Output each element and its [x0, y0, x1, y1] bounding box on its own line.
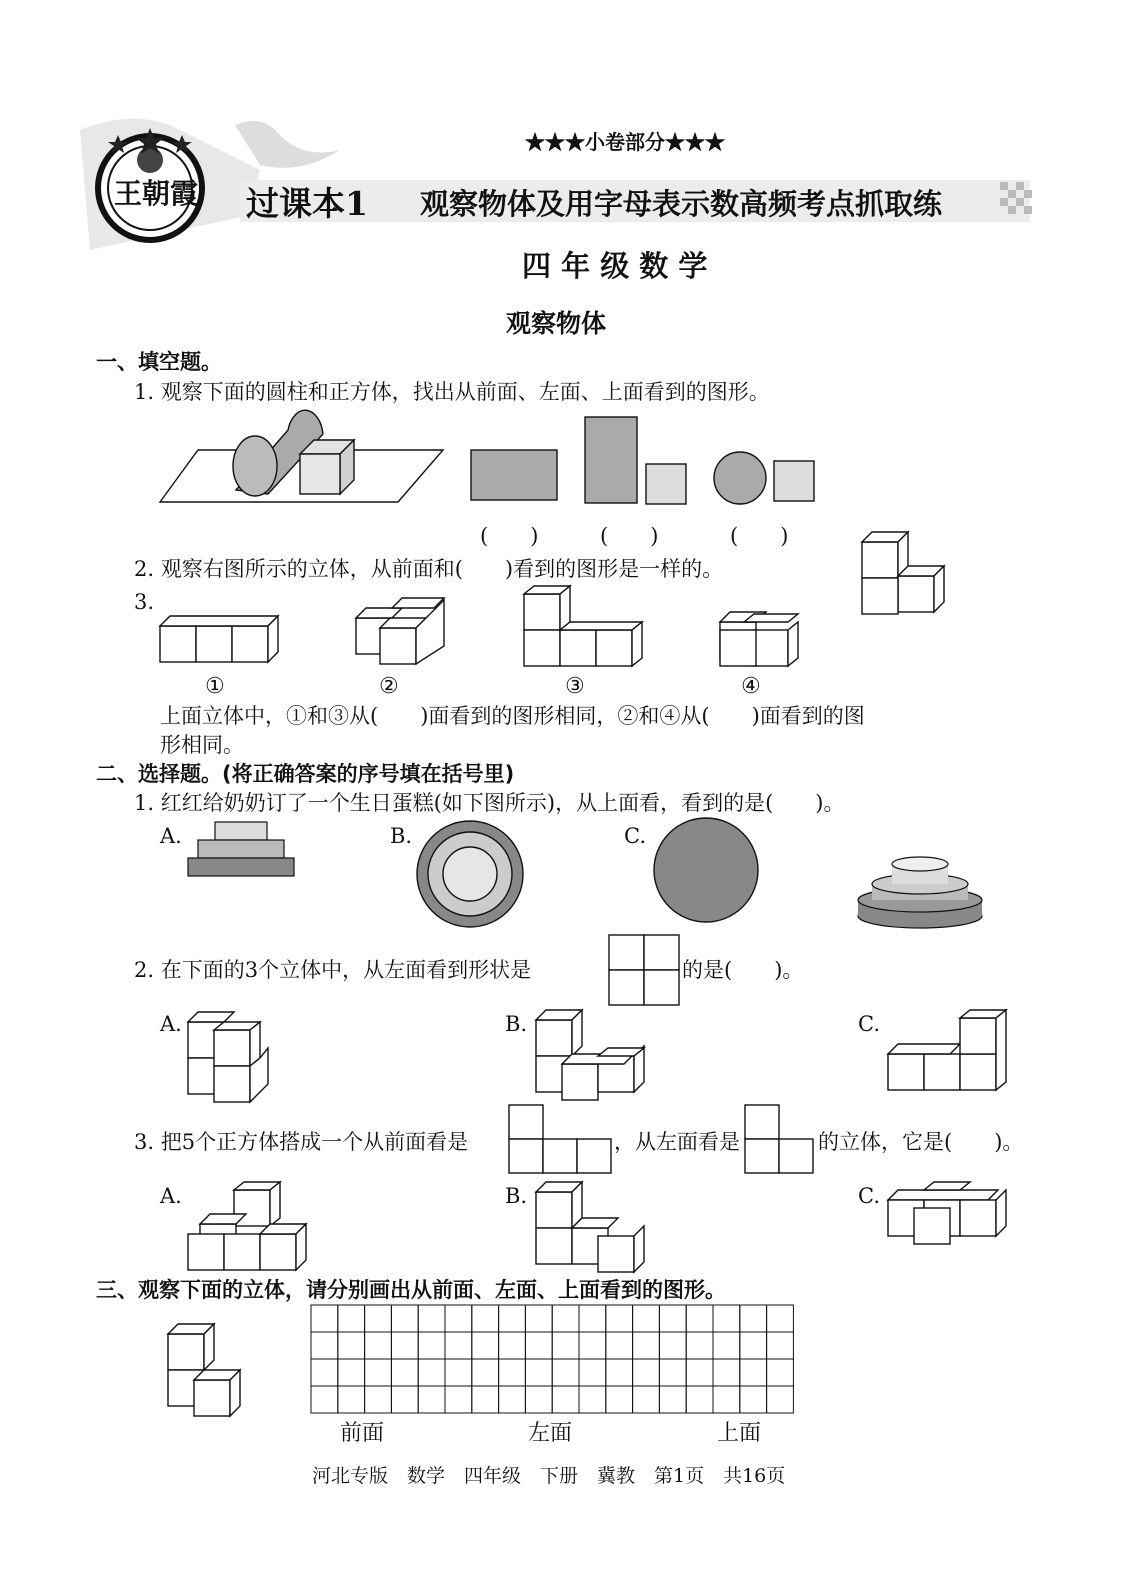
- grid-cell[interactable]: [365, 1305, 392, 1332]
- grid-cell[interactable]: [338, 1332, 365, 1359]
- grid-cell[interactable]: [713, 1386, 740, 1413]
- q2-1-opt-c[interactable]: C.: [624, 824, 646, 848]
- grid-cell[interactable]: [525, 1305, 552, 1332]
- q1-1-blank-1[interactable]: ( ): [480, 524, 539, 548]
- q2-3-text-b: ，从左面看是: [614, 1130, 740, 1154]
- grid-cell[interactable]: [391, 1386, 418, 1413]
- q3-figure: [166, 1322, 256, 1422]
- q2-2-text-a: 2. 在下面的3个立体中，从左面看到形状是: [134, 958, 532, 982]
- grid-cell[interactable]: [499, 1386, 526, 1413]
- part3-heading: 三、观察下面的立体，请分别画出从前面、左面、上面看到的图形。: [96, 1278, 726, 1302]
- grid-cell[interactable]: [659, 1305, 686, 1332]
- grid-cell[interactable]: [686, 1359, 713, 1386]
- grid-cell[interactable]: [391, 1305, 418, 1332]
- grid-cell[interactable]: [311, 1359, 338, 1386]
- q2-1-opt-b[interactable]: B.: [390, 824, 413, 848]
- q1-3-label-3: ③: [565, 674, 585, 699]
- series-label: ★★★小卷部分★★★: [525, 130, 725, 154]
- grid-cell[interactable]: [552, 1359, 579, 1386]
- grid-cell[interactable]: [365, 1359, 392, 1386]
- grid-cell[interactable]: [499, 1359, 526, 1386]
- grid-cell[interactable]: [391, 1359, 418, 1386]
- logo-text: 王朝霞: [114, 177, 199, 210]
- q2-3-text-a: 3. 把5个正方体搭成一个从前面看是: [134, 1130, 469, 1154]
- grid-cell[interactable]: [338, 1305, 365, 1332]
- grid-cell[interactable]: [767, 1386, 794, 1413]
- grid-cell[interactable]: [659, 1359, 686, 1386]
- grid-cell[interactable]: [552, 1305, 579, 1332]
- grid-cell[interactable]: [499, 1305, 526, 1332]
- grid-cell[interactable]: [633, 1305, 660, 1332]
- q1-3-line2: 形相同。: [160, 733, 244, 757]
- q1-3-label-2: ②: [379, 674, 399, 699]
- grid-cell[interactable]: [445, 1305, 472, 1332]
- grid-cell[interactable]: [713, 1359, 740, 1386]
- grid-cell[interactable]: [579, 1386, 606, 1413]
- grid-cell[interactable]: [445, 1386, 472, 1413]
- grid-cell[interactable]: [499, 1332, 526, 1359]
- grid-cell[interactable]: [472, 1359, 499, 1386]
- drawing-grid[interactable]: [310, 1304, 794, 1414]
- grid-cell[interactable]: [418, 1332, 445, 1359]
- grid-cell[interactable]: [767, 1332, 794, 1359]
- q1-1-text: 1. 观察下面的圆柱和正方体，找出从前面、左面、上面看到的图形。: [134, 380, 770, 404]
- grid-cell[interactable]: [686, 1332, 713, 1359]
- q1-2-text: 2. 观察右图所示的立体，从前面和( )看到的图形是一样的。: [134, 557, 724, 581]
- grid-cell[interactable]: [525, 1386, 552, 1413]
- q2-3-opt-c[interactable]: C.: [858, 1184, 880, 1208]
- grid-cell[interactable]: [472, 1332, 499, 1359]
- grid-cell[interactable]: [552, 1386, 579, 1413]
- q2-3-left-view-icon: [744, 1104, 816, 1176]
- grid-cell[interactable]: [606, 1359, 633, 1386]
- q1-3-num: 3.: [134, 590, 155, 614]
- cylinder-cube-figure: [158, 410, 458, 520]
- grid-cell[interactable]: [713, 1305, 740, 1332]
- q1-3-line1: 上面立体中，①和③从( )面看到的图形相同，②和④从( )面看到的图: [160, 704, 865, 728]
- grid-cell[interactable]: [525, 1359, 552, 1386]
- page-title: 观察物体及用字母表示数高频考点抓取练: [420, 187, 943, 221]
- grid-cell[interactable]: [525, 1332, 552, 1359]
- grid-cell[interactable]: [365, 1332, 392, 1359]
- q2-3-text-c: 的立体，它是( )。: [818, 1130, 1024, 1154]
- grid-cell[interactable]: [659, 1332, 686, 1359]
- q2-2-opt-b[interactable]: B.: [505, 1012, 528, 1036]
- subject-title: 四 年 级 数 学: [522, 249, 708, 283]
- grid-cell[interactable]: [579, 1305, 606, 1332]
- grid-cell[interactable]: [391, 1332, 418, 1359]
- grid-cell[interactable]: [740, 1305, 767, 1332]
- grid-cell[interactable]: [740, 1332, 767, 1359]
- q2-1-opt-a[interactable]: A.: [160, 824, 182, 848]
- grid-cell[interactable]: [606, 1305, 633, 1332]
- q2-2-opt-a[interactable]: A.: [160, 1012, 182, 1036]
- q2-3-front-view-icon: [508, 1104, 614, 1176]
- grid-cell[interactable]: [633, 1359, 660, 1386]
- grid-cell[interactable]: [472, 1305, 499, 1332]
- grid-label-left: 左面: [528, 1421, 573, 1446]
- q2-3-figures: [186, 1178, 1026, 1278]
- grid-cell[interactable]: [311, 1332, 338, 1359]
- q2-2-figures: [186, 1008, 1026, 1108]
- q2-1-text: 1. 红红给奶奶订了一个生日蛋糕(如下图所示)，从上面看，看到的是( )。: [134, 791, 845, 815]
- part2-heading: 二、选择题。(将正确答案的序号填在括号里): [96, 762, 515, 786]
- grid-cell[interactable]: [418, 1386, 445, 1413]
- lesson-label: 过课本1: [246, 184, 368, 223]
- grid-cell[interactable]: [579, 1359, 606, 1386]
- grid-cell[interactable]: [606, 1332, 633, 1359]
- grid-cell[interactable]: [633, 1386, 660, 1413]
- grid-cell[interactable]: [365, 1386, 392, 1413]
- grid-cell[interactable]: [311, 1305, 338, 1332]
- grid-cell[interactable]: [418, 1359, 445, 1386]
- grid-cell[interactable]: [445, 1332, 472, 1359]
- q1-1-blank-3[interactable]: ( ): [730, 524, 789, 548]
- grid-cell[interactable]: [740, 1359, 767, 1386]
- grid-cell[interactable]: [633, 1332, 660, 1359]
- grid-cell[interactable]: [767, 1305, 794, 1332]
- section-title: 观察物体: [506, 309, 607, 338]
- view-shapes: [470, 416, 830, 516]
- q2-3-opt-a[interactable]: A.: [160, 1184, 182, 1208]
- part1-heading: 一、填空题。: [96, 350, 222, 374]
- page-footer: 河北专版 数学 四年级 下册 冀教 第1页 共16页: [312, 1465, 786, 1487]
- q2-2-text-b: 的是( )。: [682, 958, 804, 982]
- q2-3-opt-b[interactable]: B.: [505, 1184, 528, 1208]
- grid-cell[interactable]: [445, 1359, 472, 1386]
- q1-3-label-4: ④: [741, 674, 761, 699]
- grid-cell[interactable]: [338, 1359, 365, 1386]
- q1-3-figures: [158, 586, 808, 666]
- q2-2-opt-c[interactable]: C.: [858, 1012, 880, 1036]
- q1-3-label-1: ①: [205, 674, 225, 699]
- cake-options: [150, 818, 1000, 928]
- grid-cell[interactable]: [338, 1386, 365, 1413]
- grid-cell[interactable]: [686, 1305, 713, 1332]
- grid-cell[interactable]: [311, 1386, 338, 1413]
- q2-2-shape-icon: [608, 934, 680, 1006]
- grid-cell[interactable]: [606, 1386, 633, 1413]
- grid-label-top: 上面: [717, 1421, 762, 1446]
- grid-cell[interactable]: [767, 1359, 794, 1386]
- grid-cell[interactable]: [472, 1386, 499, 1413]
- grid-cell[interactable]: [418, 1305, 445, 1332]
- grid-cell[interactable]: [552, 1332, 579, 1359]
- grid-cell[interactable]: [740, 1386, 767, 1413]
- q1-1-blank-2[interactable]: ( ): [600, 524, 659, 548]
- grid-label-front: 前面: [340, 1421, 385, 1446]
- grid-cell[interactable]: [579, 1332, 606, 1359]
- grid-cell[interactable]: [713, 1332, 740, 1359]
- q1-2-figure: [852, 530, 952, 625]
- grid-cell[interactable]: [659, 1386, 686, 1413]
- grid-cell[interactable]: [686, 1386, 713, 1413]
